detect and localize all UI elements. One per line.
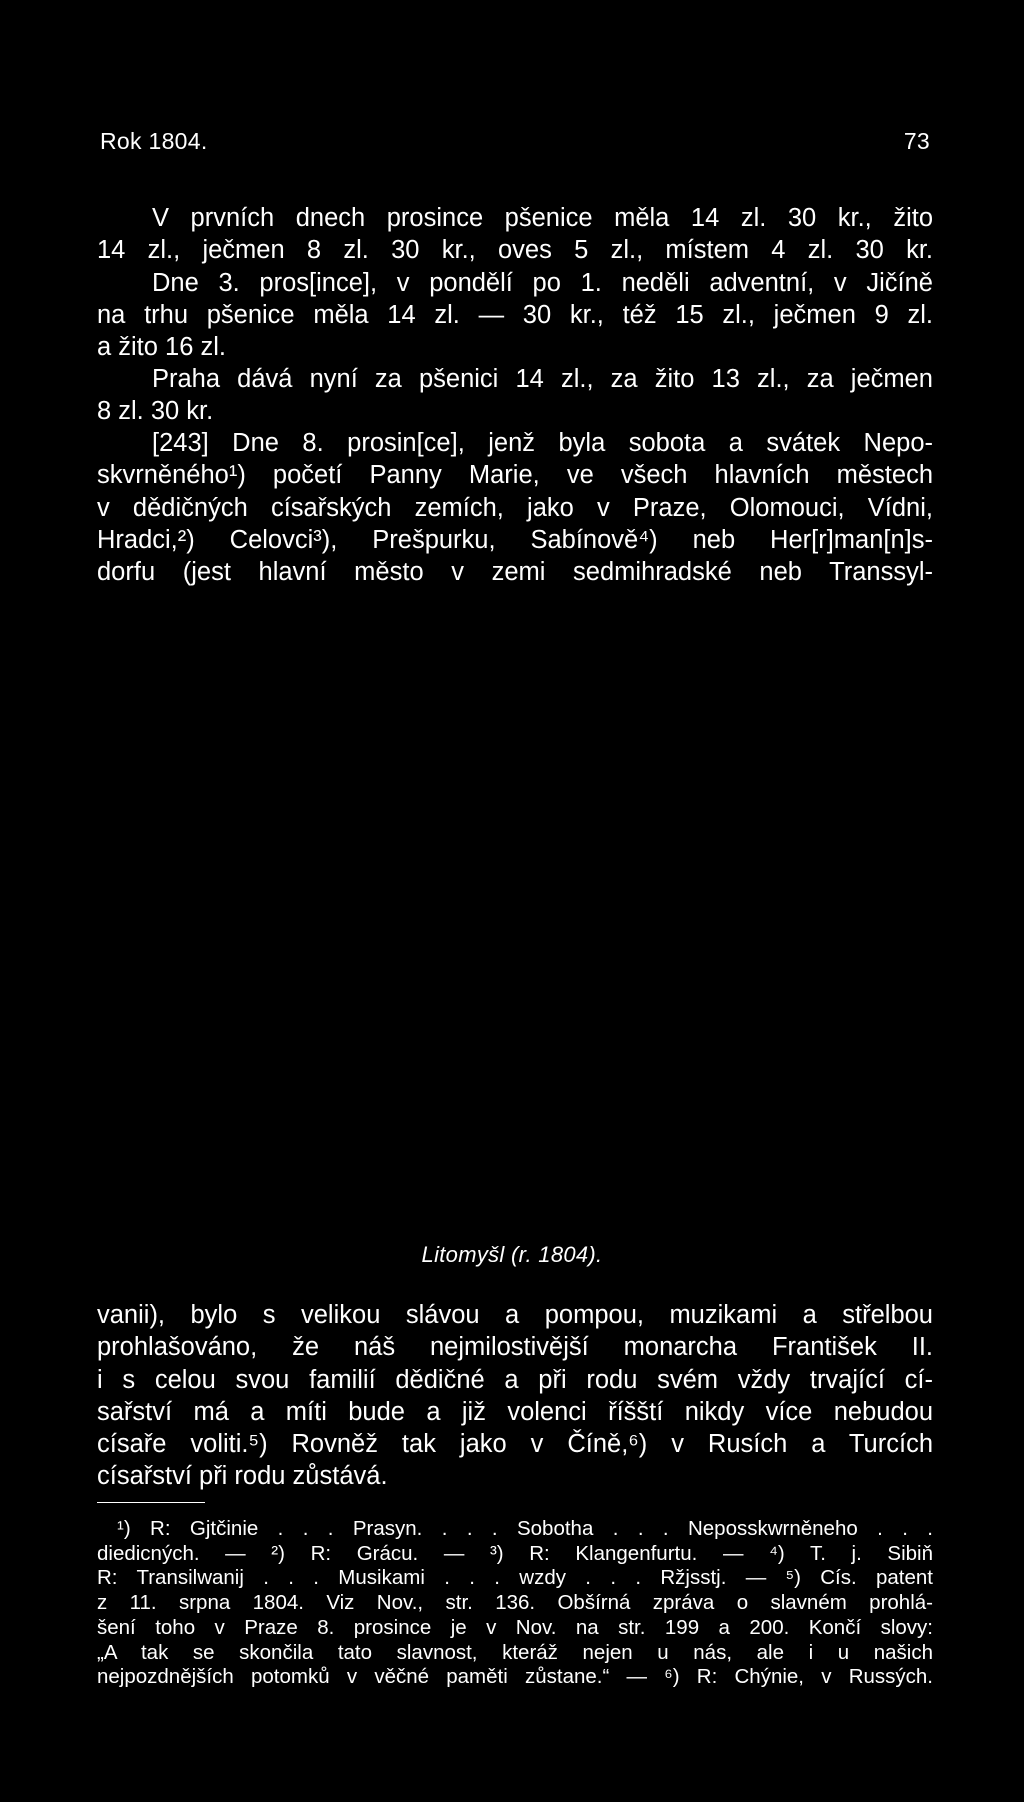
paragraph-proclamation — [97, 1299, 933, 1493]
footnote-divider — [97, 1502, 205, 1503]
footnote-line: z 11. srpna 1804. Viz Nov., str. 136. Obšírná zpráva o slavném prohlá- — [97, 1591, 933, 1615]
text-line: Hradci,²) Celovci³), Prešpurku, Sabínově⁴) neb Her[r]man[n]s- — [97, 525, 933, 554]
page-header — [100, 128, 930, 155]
text-line: císařství při rodu zůstává. — [97, 1462, 388, 1491]
footnote-line: „A tak se skončila tato slavnost, kteráž nejen u nás, ale i u našich — [97, 1640, 933, 1664]
paragraph-prices-december — [97, 202, 933, 363]
text-line: V prvních dnech prosince pšenice měla 14 zl. 30 kr., žito — [152, 204, 933, 232]
footnote-line: R: Transilwanij . . . Musikami . . . wzdy . . . Ržjsstj. — ⁵) Cís. patent — [97, 1566, 933, 1590]
text-line: dorfu (jest hlavní město v zemi sedmihradské neb Transsyl- — [97, 558, 933, 587]
text-line: 14 zl., ječmen 8 zl. 30 kr., oves 5 zl., místem 4 zl. 30 kr. — [97, 236, 933, 265]
paragraph-prague-prices — [97, 363, 933, 428]
paragraph-december-8 — [97, 427, 933, 588]
footnote-line: nejpozdnějších potomků v věčné paměti zůstane.“ — ⁶) R: Chýnie, v Russých. — [97, 1665, 933, 1689]
illustration-caption: Litomyšl (r. 1804). — [421, 1242, 603, 1267]
text-line: v dědičných císařských zemích, jako v Praze, Olomouci, Vídni, — [97, 493, 933, 522]
text-line: prohlašováno, že náš nejmilostivější monarcha František II. — [97, 1333, 933, 1362]
footnotes — [97, 1517, 933, 1690]
footnote-line: ¹) R: Gjtčinie . . . Prasyn. . . . Sobotha . . . Neposskwrněneho . . . — [117, 1517, 933, 1540]
text-line: vanii), bylo s velikou slávou a pompou, muzikami a střelbou — [97, 1301, 933, 1329]
text-line: a žito 16 zl. — [97, 333, 226, 362]
text-line: skvrněného¹) početí Panny Marie, ve všech hlavních městech — [97, 461, 933, 490]
text-line: Praha dává nyní za pšenici 14 zl., za žito 13 zl., za ječmen — [152, 365, 933, 393]
footnote-line: šení toho v Praze 8. prosince je v Nov. na str. 199 a 200. Končí slovy: — [97, 1615, 933, 1639]
page-number: 73 — [903, 128, 930, 154]
text-line: císaře voliti.⁵) Rovněž tak jako v Číně,⁶) v Rusích a Turcích — [97, 1430, 933, 1459]
footnote-line: diedicných. — ²) R: Grácu. — ³) R: Klangenfurtu. — ⁴) T. j. Sibiň — [97, 1541, 933, 1565]
text-line: [243] Dne 8. prosin[ce], jenž byla sobota a svátek Nepo- — [152, 429, 933, 457]
text-line: Dne 3. pros[ince], v pondělí po 1. neděli adventní, v Jičíně — [152, 268, 933, 297]
text-line: 8 zl. 30 kr. — [97, 397, 214, 426]
running-title: Rok 1804. — [100, 128, 208, 154]
text-line: sařství má a míti bude a již volenci říšští nikdy více nebudou — [97, 1397, 933, 1426]
text-line: i s celou svou familií dědičné a při rodu svém vždy trvající cí- — [97, 1365, 933, 1394]
illustration-placeholder — [97, 595, 933, 1220]
text-line: na trhu pšenice měla 14 zl. — 30 kr., též 15 zl., ječmen 9 zl. — [97, 300, 933, 329]
